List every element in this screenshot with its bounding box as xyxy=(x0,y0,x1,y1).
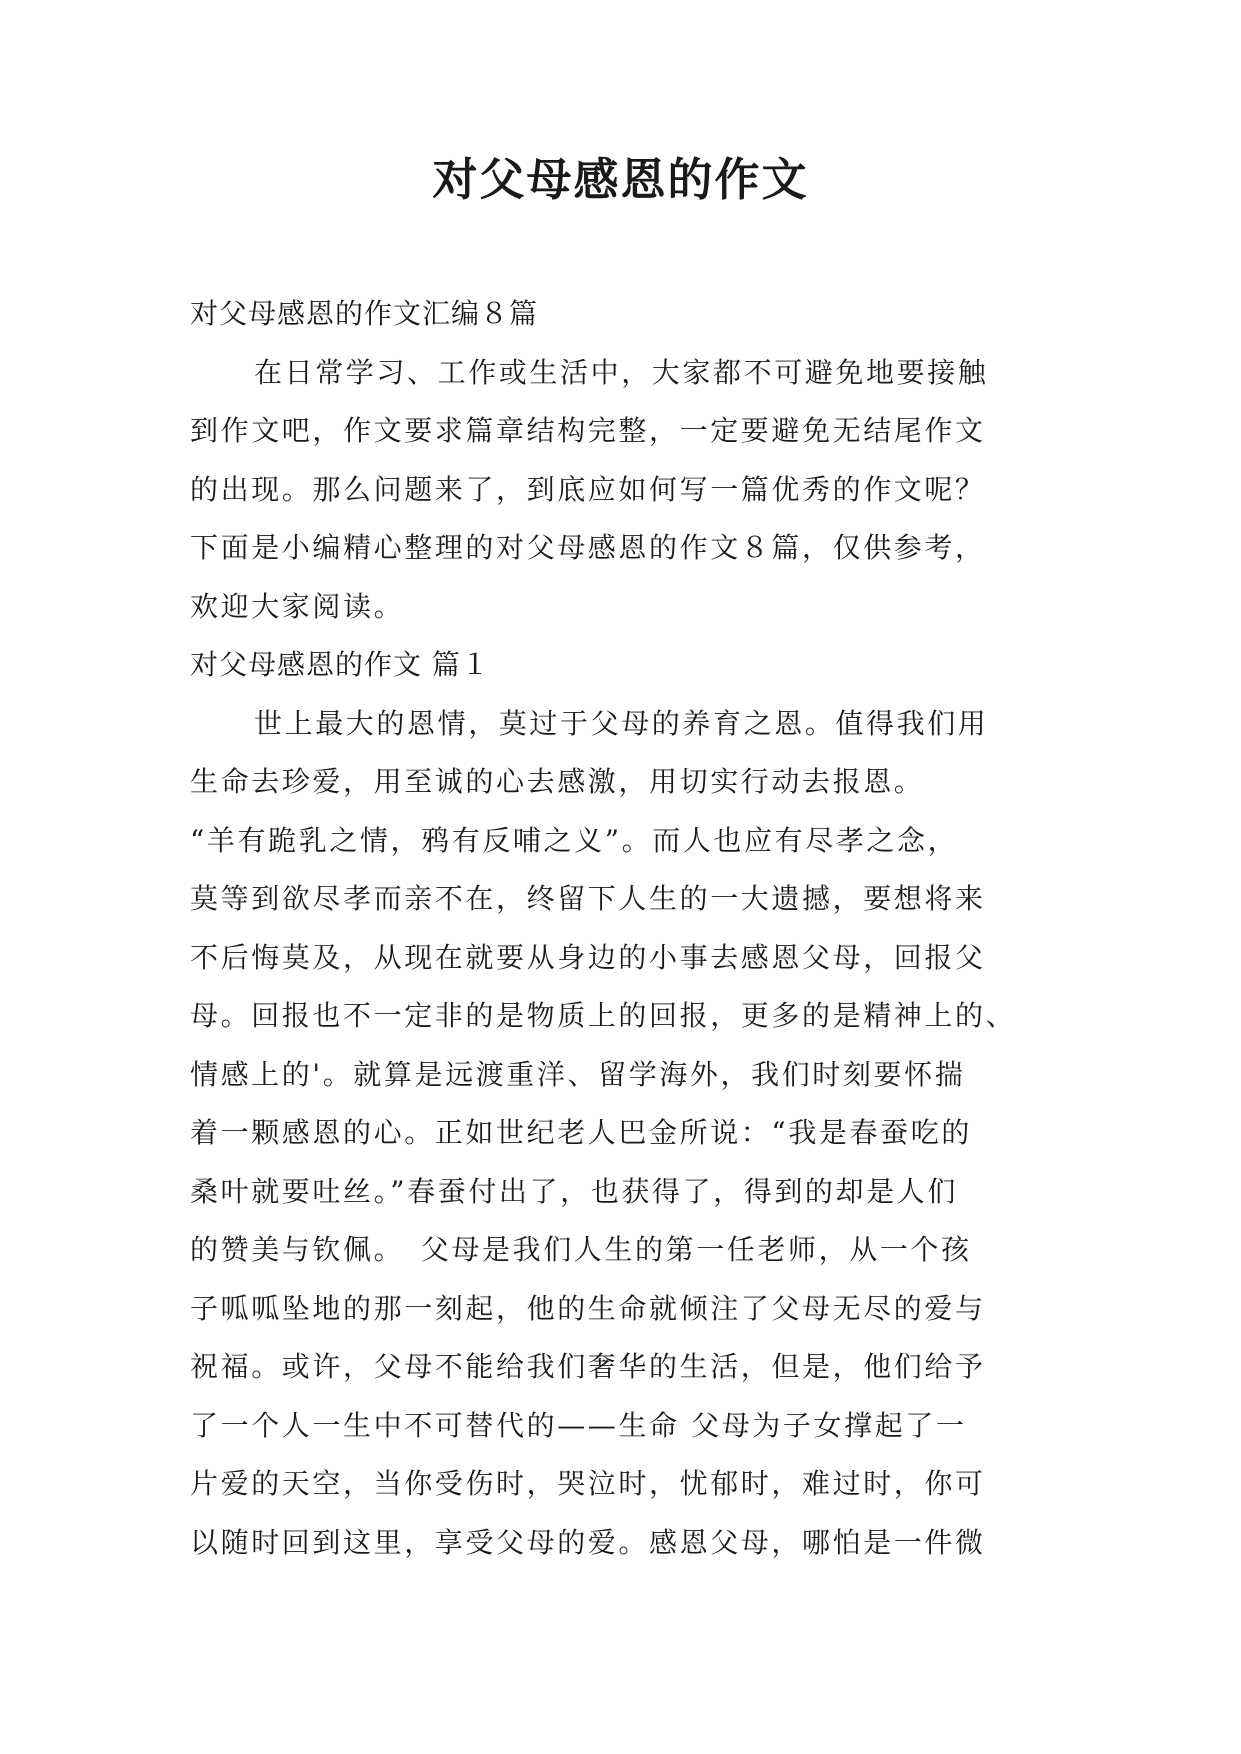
paragraph-line: 情感上的'。就算是远渡重洋、留学海外，我们时刻要怀揣 xyxy=(190,1057,966,1091)
paragraph-line: 到作文吧，作文要求篇章结构完整，一定要避免无结尾作文 xyxy=(190,414,986,447)
paragraph-line: 祝福。或许，父母不能给我们奢华的生活，但是，他们给予 xyxy=(190,1350,986,1383)
paragraph-line: 着一颗感恩的心。正如世纪老人巴金所说：“我是春蚕吃的 xyxy=(190,1116,972,1149)
paragraph-line: 片爱的天空，当你受伤时，哭泣时，忧郁时，难过时，你可 xyxy=(190,1467,986,1500)
paragraph-line: 莫等到欲尽孝而亲不在，终留下人生的一大遗撼，要想将来 xyxy=(190,882,986,915)
section-heading: 对父母感恩的作文 篇１ xyxy=(190,648,490,681)
paragraph-line: 桑叶就要吐丝。”春蚕付出了，也获得了，得到的却是人们 xyxy=(190,1174,958,1208)
paragraph-line: 世上最大的恩情，莫过于父母的养育之恩。值得我们用 xyxy=(254,706,989,740)
paragraph-line: 下面是小编精心整理的对父母感恩的作文８篇，仅供参考， xyxy=(190,531,986,564)
paragraph-line: 的出现。那么问题来了，到底应如何写一篇优秀的作文呢？ xyxy=(190,472,986,506)
paragraph-line: “羊有跪乳之情，鸦有反哺之义”。而人也应有尽孝之念， xyxy=(190,823,959,857)
paragraph-line: 以随时回到这里，享受父母的爱。感恩父母，哪怕是一件微 xyxy=(190,1525,986,1559)
document-subtitle: 对父母感恩的作文汇编８篇 xyxy=(190,297,539,330)
paragraph-line: 欢迎大家阅读。 xyxy=(190,589,405,623)
paragraph-line: 生命去珍爱，用至诚的心去感激，用切实行动去报恩。 xyxy=(190,765,925,798)
paragraph-line: 了一个人一生中不可替代的——生命 父母为子女撑起了一 xyxy=(190,1408,967,1442)
paragraph-line: 母。回报也不一定非的是物质上的回报，更多的是精神上的、 xyxy=(190,999,1017,1032)
document-title: 对父母感恩的作文 xyxy=(432,153,809,206)
paragraph-line: 子呱呱坠地的那一刻起，他的生命就倾注了父母无尽的爱与 xyxy=(190,1291,986,1325)
paragraph-line: 在日常学习、工作或生活中，大家都不可避免地要接触 xyxy=(254,355,989,389)
paragraph-line: 不后悔莫及，从现在就要从身边的小事去感恩父母，回报父 xyxy=(190,940,986,974)
paragraph-line: 的赞美与钦佩。 父母是我们人生的第一任老师，从一个孩 xyxy=(190,1233,972,1266)
document-body xyxy=(190,285,1050,1572)
